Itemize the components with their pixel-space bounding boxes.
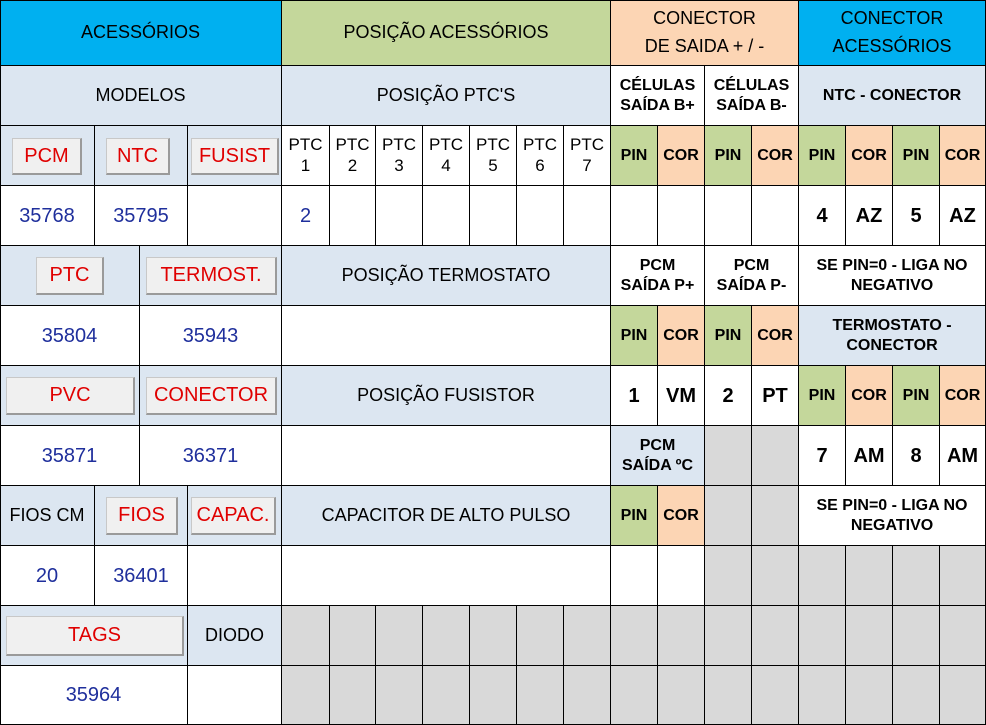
b-plus-cor-header: COR (658, 126, 705, 186)
capacitor-value[interactable] (282, 546, 611, 606)
ptc-2-value[interactable] (330, 186, 376, 246)
empty-cell (799, 546, 846, 606)
conector-button[interactable]: CONECTOR (146, 377, 277, 415)
empty-cell (940, 606, 986, 666)
tags-button[interactable]: TAGS (6, 616, 184, 656)
empty-cell (705, 486, 752, 546)
termostato-cor2-header: COR (940, 366, 986, 426)
ptc-6-header: PTC 6 (517, 126, 564, 186)
termostato-cor1-value[interactable]: AM (846, 426, 893, 486)
ntc-cor2-header: COR (940, 126, 986, 186)
termostato-pin2-header: PIN (893, 366, 940, 426)
c-pin-header: PIN (611, 486, 658, 546)
empty-cell (564, 606, 611, 666)
header-acessorios: ACESSÓRIOS (0, 0, 282, 66)
ntc-cor1-header: COR (846, 126, 893, 186)
empty-cell (846, 606, 893, 666)
ntc-pin1-value[interactable]: 4 (799, 186, 846, 246)
capacitor-alto-pulso-label: CAPACITOR DE ALTO PULSO (282, 486, 611, 546)
empty-cell (658, 666, 705, 725)
empty-cell (282, 666, 330, 725)
c-pin-value[interactable] (611, 546, 658, 606)
modelos-label: MODELOS (0, 66, 282, 126)
empty-cell (752, 546, 799, 606)
ptc-5-value[interactable] (470, 186, 517, 246)
fios-value[interactable]: 36401 (95, 546, 188, 606)
empty-cell (752, 606, 799, 666)
empty-cell (752, 426, 799, 486)
termostato-cor1-header: COR (846, 366, 893, 426)
header-conector-acessorios: CONECTOR ACESSÓRIOS (799, 0, 986, 66)
termost-value[interactable]: 35943 (140, 306, 282, 366)
posicao-termostato-value[interactable] (282, 306, 611, 366)
empty-cell (658, 606, 705, 666)
pcm-saida-p-minus-label: PCM SAÍDA P- (705, 246, 799, 306)
ntc-pin2-value[interactable]: 5 (893, 186, 940, 246)
posicao-fusistor-value[interactable] (282, 426, 611, 486)
empty-cell (611, 606, 658, 666)
ptc-6-value[interactable] (517, 186, 564, 246)
celulas-saida-b-plus-label: CÉLULAS SAÍDA B+ (611, 66, 705, 126)
empty-cell (517, 666, 564, 725)
fusist-button[interactable]: FUSIST (191, 138, 279, 175)
empty-cell (705, 426, 752, 486)
empty-cell (752, 666, 799, 725)
p-plus-cor-value[interactable]: VM (658, 366, 705, 426)
empty-cell (846, 666, 893, 725)
pcm-saida-p-plus-label: PCM SAÍDA P+ (611, 246, 705, 306)
se-pin-note-2: SE PIN=0 - LIGA NO NEGATIVO (799, 486, 986, 546)
capac-button[interactable]: CAPAC. (191, 497, 276, 535)
ptc-value[interactable]: 35804 (0, 306, 140, 366)
fios-cm-label: FIOS CM (0, 486, 95, 546)
fusist-value[interactable] (188, 186, 282, 246)
termostato-pin1-value[interactable]: 7 (799, 426, 846, 486)
b-minus-cor-header: COR (752, 126, 799, 186)
se-pin-note-1: SE PIN=0 - LIGA NO NEGATIVO (799, 246, 986, 306)
p-plus-cor-header: COR (658, 306, 705, 366)
pcm-saida-c-label: PCM SAÍDA ºC (611, 426, 705, 486)
p-minus-cor-header: COR (752, 306, 799, 366)
b-plus-pin-header: PIN (611, 126, 658, 186)
empty-cell (611, 666, 658, 725)
ptc-3-value[interactable] (376, 186, 423, 246)
empty-cell (940, 666, 986, 725)
empty-cell (376, 666, 423, 725)
posicao-termostato-label: POSIÇÃO TERMOSTATO (282, 246, 611, 306)
ntc-button[interactable]: NTC (106, 138, 170, 175)
termostato-cor2-value[interactable]: AM (940, 426, 986, 486)
b-minus-pin-header: PIN (705, 126, 752, 186)
ntc-pin2-header: PIN (893, 126, 940, 186)
empty-cell (470, 666, 517, 725)
b-plus-pin-value[interactable] (611, 186, 658, 246)
b-minus-cor-value[interactable] (752, 186, 799, 246)
pvc-value[interactable]: 35871 (0, 426, 140, 486)
empty-cell (423, 666, 470, 725)
p-plus-pin-header: PIN (611, 306, 658, 366)
empty-cell (893, 606, 940, 666)
termostato-pin2-value[interactable]: 8 (893, 426, 940, 486)
termostato-pin1-header: PIN (799, 366, 846, 426)
empty-cell (517, 606, 564, 666)
empty-cell (330, 666, 376, 725)
ptc-7-value[interactable] (564, 186, 611, 246)
ptc-4-header: PTC 4 (423, 126, 470, 186)
empty-cell (799, 666, 846, 725)
ntc-cor1-value[interactable]: AZ (846, 186, 893, 246)
posicao-ptcs-label: POSIÇÃO PTC'S (282, 66, 611, 126)
ptc-1-header: PTC 1 (282, 126, 330, 186)
diodo-label: DIODO (188, 606, 282, 666)
ptc-7-header: PTC 7 (564, 126, 611, 186)
empty-cell (470, 606, 517, 666)
capac-value[interactable] (188, 546, 282, 606)
ptc-4-value[interactable] (423, 186, 470, 246)
empty-cell (752, 486, 799, 546)
diodo-value[interactable] (188, 666, 282, 725)
p-minus-pin-value[interactable]: 2 (705, 366, 752, 426)
ntc-cor2-value[interactable]: AZ (940, 186, 986, 246)
termost-button[interactable]: TERMOST. (146, 257, 277, 295)
termostato-conector-label: TERMOSTATO - CONECTOR (799, 306, 986, 366)
empty-cell (564, 666, 611, 725)
p-minus-pin-header: PIN (705, 306, 752, 366)
ntc-value[interactable]: 35795 (95, 186, 188, 246)
celulas-saida-b-minus-label: CÉLULAS SAÍDA B- (705, 66, 799, 126)
empty-cell (330, 606, 376, 666)
empty-cell (846, 546, 893, 606)
c-cor-value[interactable] (658, 546, 705, 606)
header-conector-saida: CONECTOR DE SAIDA + / - (611, 0, 799, 66)
tags-value[interactable]: 35964 (0, 666, 188, 725)
p-minus-cor-value[interactable]: PT (752, 366, 799, 426)
b-minus-pin-value[interactable] (705, 186, 752, 246)
ptc-5-header: PTC 5 (470, 126, 517, 186)
empty-cell (705, 606, 752, 666)
empty-cell (705, 546, 752, 606)
fios-cm-value[interactable]: 20 (0, 546, 95, 606)
fios-button[interactable]: FIOS (106, 497, 178, 535)
ntc-conector-label: NTC - CONECTOR (799, 66, 986, 126)
empty-cell (940, 546, 986, 606)
empty-cell (705, 666, 752, 725)
ptc-3-header: PTC 3 (376, 126, 423, 186)
empty-cell (376, 606, 423, 666)
ptc-button[interactable]: PTC (36, 257, 104, 295)
posicao-fusistor-label: POSIÇÃO FUSISTOR (282, 366, 611, 426)
ptc-1-value[interactable]: 2 (282, 186, 330, 246)
pcm-value[interactable]: 35768 (0, 186, 95, 246)
empty-cell (799, 606, 846, 666)
header-posicao-acessorios: POSIÇÃO ACESSÓRIOS (282, 0, 611, 66)
pcm-button[interactable]: PCM (12, 138, 82, 175)
empty-cell (282, 606, 330, 666)
ntc-pin1-header: PIN (799, 126, 846, 186)
empty-cell (423, 606, 470, 666)
c-cor-header: COR (658, 486, 705, 546)
pvc-button[interactable]: PVC (6, 377, 135, 415)
empty-cell (893, 546, 940, 606)
b-plus-cor-value[interactable] (658, 186, 705, 246)
p-plus-pin-value[interactable]: 1 (611, 366, 658, 426)
ptc-2-header: PTC 2 (330, 126, 376, 186)
conector-value[interactable]: 36371 (140, 426, 282, 486)
empty-cell (893, 666, 940, 725)
